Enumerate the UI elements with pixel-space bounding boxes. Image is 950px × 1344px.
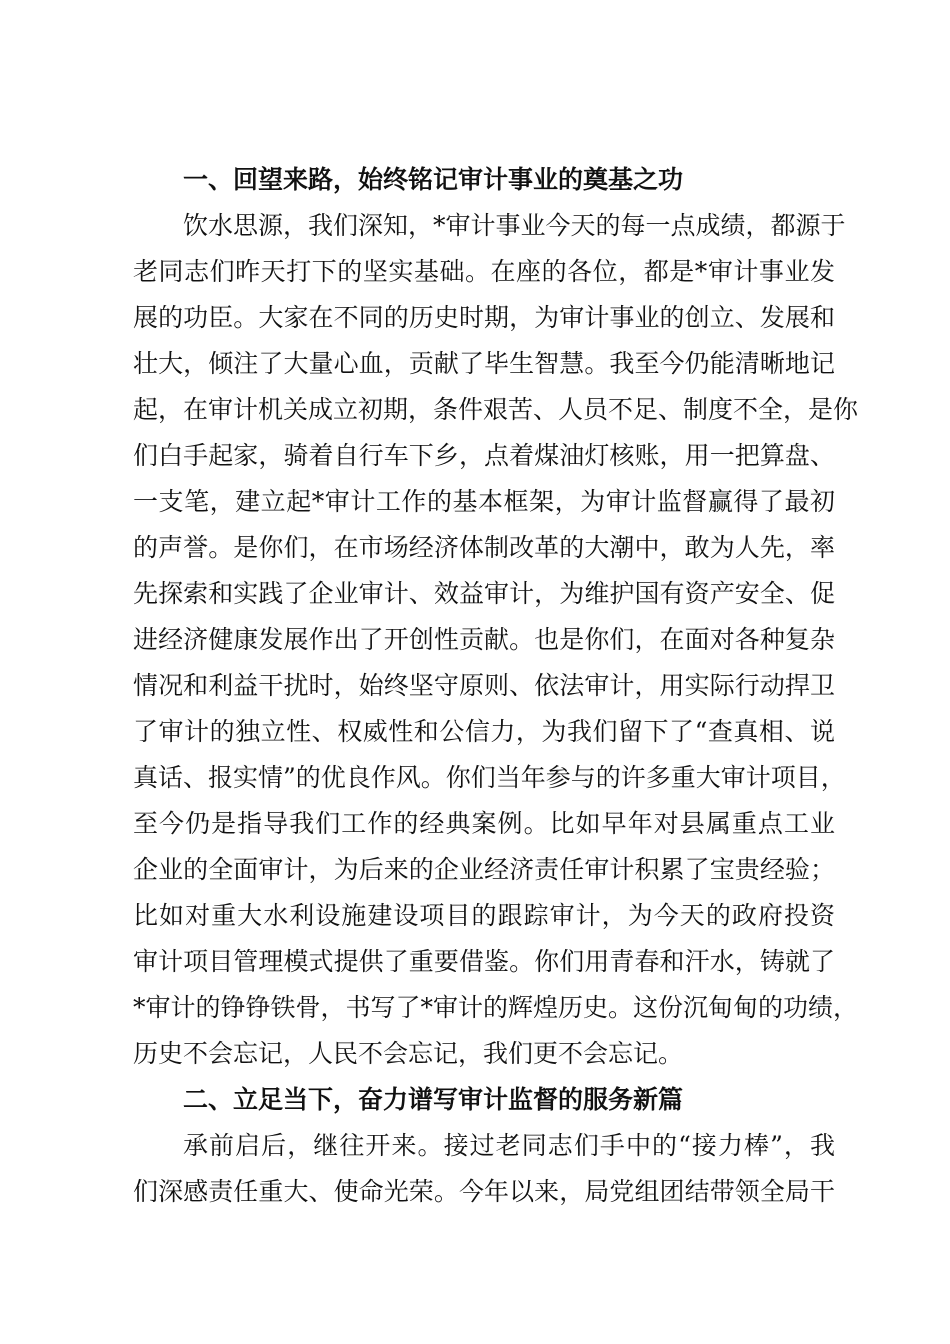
paragraph-line: 至今仍是指导我们工作的经典案例。比如早年对县属重点工业 <box>133 809 835 838</box>
paragraph-line: 一支笔，建立起*审计工作的基本框架，为审计监督赢得了最初 <box>133 487 835 516</box>
paragraph-line: 展的功臣。大家在不同的历史时期，为审计事业的创立、发展和 <box>133 303 835 332</box>
paragraph-line: 进经济健康发展作出了开创性贡献。也是你们，在面对各种复杂 <box>133 625 835 654</box>
paragraph-line: 们白手起家，骑着自行车下乡，点着煤油灯核账，用一把算盘、 <box>133 441 835 470</box>
paragraph-line: 们深感责任重大、使命光荣。今年以来，局党组团结带领全局干 <box>133 1177 835 1206</box>
paragraph-line: 先探索和实践了企业审计、效益审计，为维护国有资产安全、促 <box>133 579 835 608</box>
document-body <box>133 157 859 1215</box>
section-heading: 二、立足当下，奋力谱写审计监督的服务新篇 <box>183 1085 684 1114</box>
paragraph-line: 老同志们昨天打下的坚实基础。在座的各位，都是*审计事业发 <box>133 257 835 286</box>
paragraph-line: 起，在审计机关成立初期，条件艰苦、人员不足、制度不全，是你 <box>133 395 859 424</box>
paragraph-line: 真话、报实情”的优良作风。你们当年参与的许多重大审计项目， <box>133 763 846 792</box>
section-heading: 一、回望来路，始终铭记审计事业的奠基之功 <box>183 165 684 194</box>
paragraph-line: 企业的全面审计，为后来的企业经济责任审计积累了宝贵经验； <box>133 855 835 884</box>
paragraph-line: 承前启后，继往开来。接过老同志们手中的“接力棒”，我 <box>183 1131 835 1160</box>
paragraph-line: 饮水思源，我们深知，*审计事业今天的每一点成绩，都源于 <box>183 211 846 240</box>
paragraph-line: 审计项目管理模式提供了重要借鉴。你们用青春和汗水，铸就了 <box>133 947 835 976</box>
paragraph-line: 历史不会忘记，人民不会忘记，我们更不会忘记。 <box>133 1039 684 1068</box>
paragraph-line: 壮大，倾注了大量心血，贡献了毕生智慧。我至今仍能清晰地记 <box>133 349 835 378</box>
paragraph-line: 比如对重大水利设施建设项目的跟踪审计，为今天的政府投资 <box>133 901 835 930</box>
paragraph-line: 的声誉。是你们，在市场经济体制改革的大潮中，敢为人先，率 <box>133 533 835 562</box>
paragraph-line: 情况和利益干扰时，始终坚守原则、依法审计，用实际行动捍卫 <box>133 671 835 700</box>
paragraph-line: 了审计的独立性、权威性和公信力，为我们留下了“查真相、说 <box>133 717 835 746</box>
paragraph-line: *审计的铮铮铁骨，书写了*审计的辉煌历史。这份沉甸甸的功绩， <box>133 993 859 1022</box>
